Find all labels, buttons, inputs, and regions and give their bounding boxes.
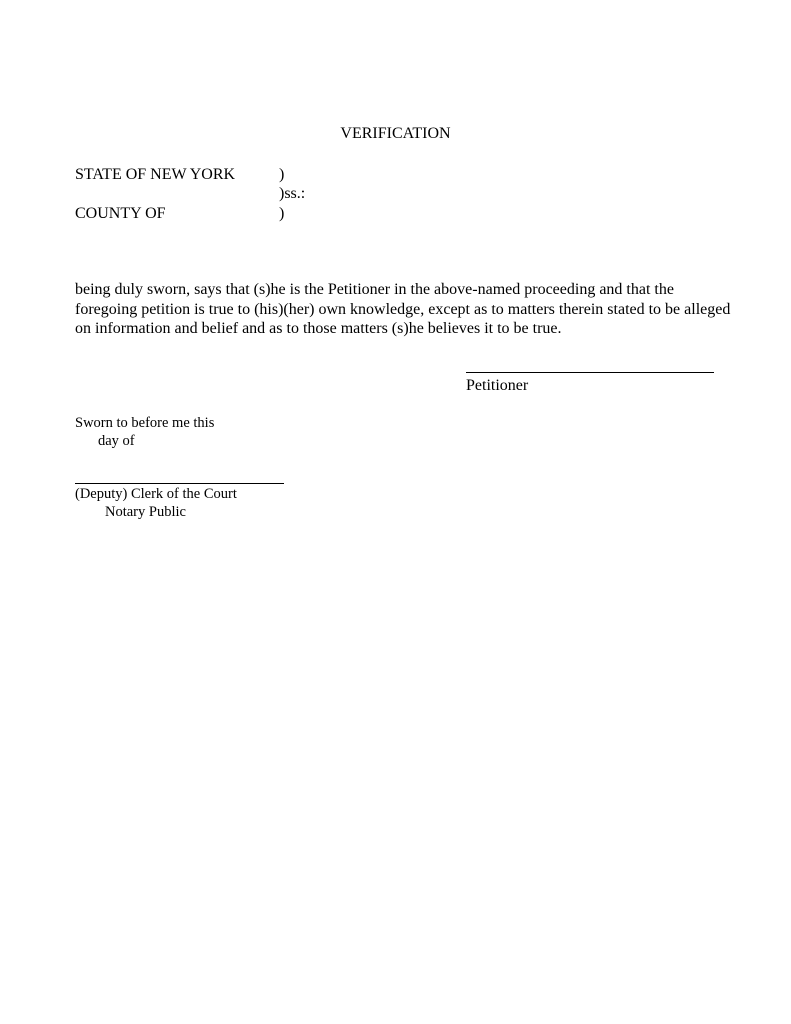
- county-label: COUNTY OF: [75, 205, 166, 222]
- petitioner-label: Petitioner: [466, 377, 529, 394]
- venue-ss: )ss.:: [279, 185, 306, 202]
- state-label: STATE OF NEW YORK: [75, 166, 236, 183]
- verification-paragraph: being duly sworn, says that (s)he is the Petitioner in the above-named proceeding and that the foregoing petition is true to (his)(her) own knowledge, except as to matters therein stated to be alleged on information and belief and as to those matters (s)he believes it to be true.: [75, 281, 731, 337]
- official-signature-line: [75, 483, 284, 484]
- document-title: VERIFICATION: [340, 125, 451, 142]
- notary-label: Notary Public: [105, 504, 186, 520]
- jurat-line-2: day of: [98, 433, 135, 449]
- venue-paren-top: ): [279, 166, 285, 183]
- venue-paren-bottom: ): [279, 205, 285, 222]
- clerk-label: (Deputy) Clerk of the Court: [75, 486, 237, 502]
- petitioner-signature-line: [466, 372, 714, 373]
- jurat-line-1: Sworn to before me this: [75, 415, 215, 431]
